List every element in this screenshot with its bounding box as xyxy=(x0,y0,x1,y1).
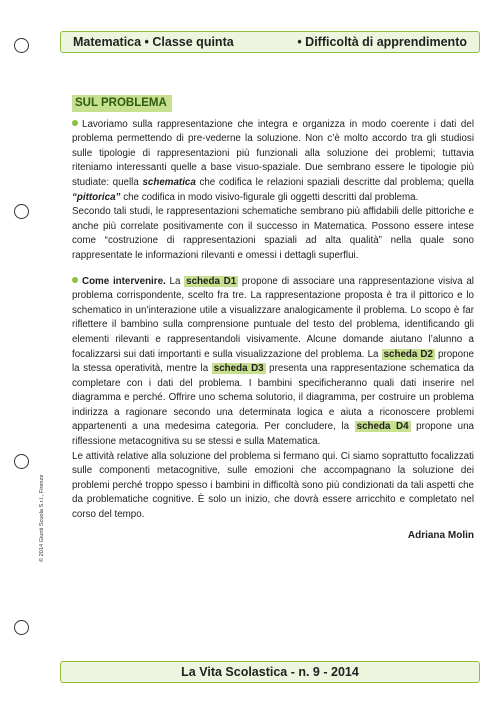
bullet-icon xyxy=(72,277,78,283)
paragraph-conclusion: Le attività relative alla soluzione del problema si fermano qui. Ci siamo soprattutto focalizzati sulle componenti metacognitive, sulle emozioni che accompagnano la soluzione dei problemi perché troppo spesso i bambini in difficoltà sono più condizionati da tali aspetti che da problematiche cognitive. È solo un inizio, che dovrà essere arricchito e completato nel corso del tempo. xyxy=(72,450,474,521)
header-subject: Matematica • Classe quinta xyxy=(73,35,234,49)
paragraph-studies: Secondo tali studi, le rappresentazioni schematiche sembrano più affidabili delle pittoriche e anche più correlate positivamente con il successo in Matematica. Possono essere intese come “costruzione di rappresentazioni spaziali ad alta qualità” nella quale sono rappresentate le informazioni rilevanti e omessi i dettagli superflui. xyxy=(72,206,474,261)
binder-hole xyxy=(14,38,29,53)
term-schematica: schematica xyxy=(142,176,196,188)
page-header xyxy=(60,31,480,53)
paragraph-intervention: Come intervenire. La scheda D1 propone di associare una rappresentazione visiva al problema corrispondente, scelto fra tre. La rappresentazione proposta è tra il pittorico e lo schematico in un’interazione utile a visualizzare analogicamente il problema. Lo scopo è far riflettere il bambino sulla comprensione puntuale del testo del problema, identificando gli elementi rilevanti e rappresentandoli visivamente. Alcune domande aiutano l’alunno a focalizzarsi sui dati importanti e sulla visualizzazione del problema. La scheda D2 propone la stessa operatività, mentre la scheda D3 presenta una rappresentazione schematica da completare con i dati del problema. I bambini specificheranno quali dati inserire nel diagramma e perché. Offrire uno schema solutorio, il diagramma, per costruire un problema indirizza a ragionare secondo una determinata logica e aiuta a riconoscere problemi appartenenti a una medesima categoria. Per concludere, la scheda D4 propone una riflessione metacognitiva su se stessi e sulla Matematica. xyxy=(72,275,475,448)
scheda-d3-label: scheda D3 xyxy=(213,363,264,375)
term-pittorica: “pittorica” xyxy=(72,191,121,203)
page-footer xyxy=(60,661,480,683)
binder-hole xyxy=(14,204,29,219)
binder-hole xyxy=(14,454,29,469)
binder-hole xyxy=(14,620,29,635)
paragraph-intro: Lavoriamo sulla rappresentazione che integra e organizza in modo coerente i dati del problema permettendo di pre-vederne la soluzione. Non c’è molto accordo tra gli studiosi sulle tipologie di rappresentazioni più funzionali alla soluzione dei problemi; tuttavia riteniamo interessanti quelle a base visuo-spaziale. Due sembrano essere le tipologie più studiate: quella schematica che codifica le relazioni spaziali descritte dal problema; quella “pittorica” che codifica in modo visivo-figurale gli oggetti descritti dal problema. xyxy=(72,118,474,203)
scheda-d1-label: scheda D1 xyxy=(186,275,237,287)
article-body xyxy=(72,95,474,543)
header-topic: • Difficoltà di apprendimento xyxy=(297,35,467,49)
section-title: SUL PROBLEMA xyxy=(72,95,172,112)
copyright-note: © 2014 Giunti Scuola S.r.l., Firenze xyxy=(39,474,45,562)
scheda-d4-label: scheda D4 xyxy=(356,421,409,433)
footer-publication: La Vita Scolastica - n. 9 - 2014 xyxy=(181,665,359,679)
bullet-icon xyxy=(72,120,78,126)
intervention-lead: Come intervenire. xyxy=(82,275,166,287)
author-signature: Adriana Molin xyxy=(407,529,474,541)
scheda-d2-label: scheda D2 xyxy=(383,348,433,360)
